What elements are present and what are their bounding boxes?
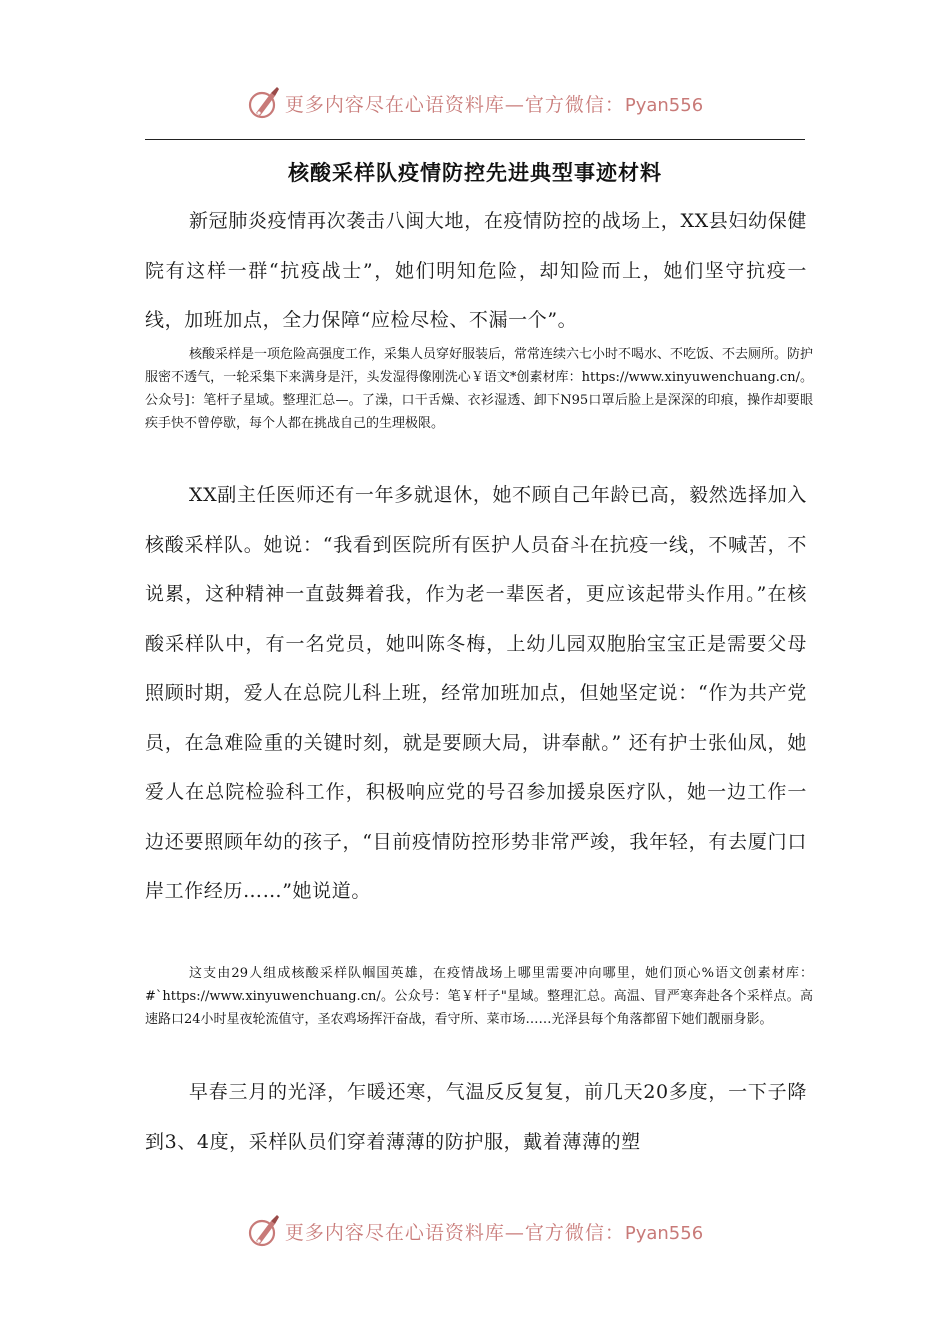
- body-paragraph-3: XX副主任医师还有一年多就退休，她不顾自己年龄已高，毅然选择加入核酸采样队。她说：“我看到医院所有医护人员奋斗在抗疫一线，不喊苦，不说累，这种精神一直鼓舞着我，作为老一辈医者，更应该起带头作用。”在核酸采样队中，有一名党员，她叫陈冬梅，上幼儿园双胞胎宝宝正是需要父母照顾时期，爱人在总院儿科上班，经常加班加点，但她坚定说：“作为共产党员，在急难险重的关键时刻，就是要顾大局，讲奉献。” 还有护士张仙凤，她爱人在总院检验科工作，积极响应党的号召参加援泉医疗队，她一边工作一边还要照顾年幼的孩子，“目前疫情防控形势非常严竣，我年轻，有去厦门口岸工作经历……”她说道。: [145, 484, 807, 902]
- body-paragraph-1: 新冠肺炎疫情再次袭击八闽大地，在疫情防控的战场上，XX县妇幼保健院有这样一群“抗疫战士”，她们明知危险，却知险而上，她们坚守抗疫一线，加班加点，全力保障“应检尽检、不漏一个”。: [145, 210, 807, 331]
- footer-banner-text: [285, 1218, 703, 1245]
- pen-nib-logo-icon: [247, 85, 281, 121]
- footer-banner-contact: Pyan556: [624, 1222, 704, 1244]
- footer-banner: [0, 1206, 950, 1256]
- header-divider: [145, 139, 805, 140]
- body-paragraph-4: 这支由29人组成核酸采样队帼国英雄，在疫情战场上哪里需要冲向哪里，她们顶心%语文创素材库：#`https://www.xinyuwenchuang.cn/。公众号：笔￥杆子"星域。整理汇总。高温、冒严寒奔赴各个采样点。高速路口24小时星夜轮流值守，圣农鸡场挥汗奋战，看守所、菜市场……光泽县每个角落都留下她们靓丽身影。: [145, 966, 813, 1027]
- header-banner-contact: Pyan556: [624, 94, 704, 116]
- body-paragraph-2: 核酸采样是一项危险高强度工作，采集人员穿好服装后，常常连续六七小时不喝水、不吃饭、不去厕所。防护服密不透气，一轮采集下来满身是汗，头发湿得像刚洗心￥语文*创素材库：https://www.xinyuwenchuang.cn/。公众号]：笔杆子星域。整理汇总—。了澡，口干舌燥、衣衫湿透、卸下N95口罩后脸上是深深的印痕，操作却要眼疾手快不曾停歇，每个人都在挑战自己的生理极限。: [145, 347, 814, 431]
- header-banner-text: [285, 90, 703, 117]
- body-paragraph-5: 早春三月的光泽，乍暖还寒，气温反反复复，前几天20多度，一下子降到3、4度，采样队员们穿着薄薄的防护服，戴着薄薄的塑: [145, 1081, 807, 1153]
- pen-nib-logo-icon: [247, 1213, 281, 1249]
- footer-banner-main: 更多内容尽在心语资料库—官方微信：: [284, 1221, 625, 1244]
- document-title: 核酸采样队疫情防控先进典型事迹材料: [288, 161, 662, 185]
- header-banner: [0, 78, 950, 128]
- header-banner-main: 更多内容尽在心语资料库—官方微信：: [284, 93, 625, 116]
